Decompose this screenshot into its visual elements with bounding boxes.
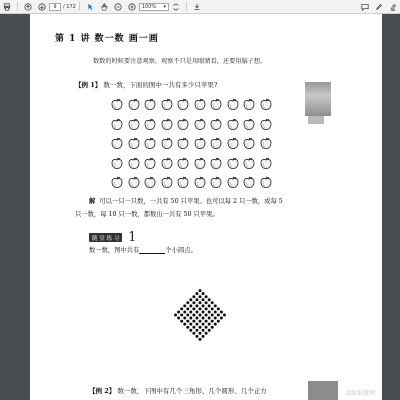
apple-icon (144, 135, 156, 148)
dot (202, 304, 205, 307)
dot (192, 314, 195, 317)
dot (180, 314, 183, 317)
dot (177, 317, 180, 320)
dot (199, 326, 202, 329)
apple-icon (161, 135, 173, 148)
toolbar-divider (186, 2, 187, 11)
dot (174, 314, 177, 317)
blurred-qr-image (305, 82, 331, 116)
dot (189, 323, 192, 326)
dot (199, 338, 202, 341)
apple-icon (177, 174, 189, 187)
dot (195, 310, 198, 313)
apple-icon (161, 155, 173, 168)
dot (180, 320, 183, 323)
dot (195, 329, 198, 332)
zoom-in-icon[interactable] (127, 2, 137, 12)
dot (202, 323, 205, 326)
dot (189, 329, 192, 332)
apple-icon (194, 116, 206, 129)
dot (205, 301, 208, 304)
solution-line-1 (89, 196, 283, 205)
dot (211, 301, 214, 304)
dot (180, 307, 183, 310)
apple-icon (177, 155, 189, 168)
apple-icon (260, 116, 272, 129)
dot (192, 332, 195, 335)
apple-icon (111, 116, 123, 129)
dot (195, 298, 198, 301)
dot (208, 310, 211, 313)
zoom-select[interactable] (139, 3, 169, 11)
dot (208, 304, 211, 307)
dot (211, 314, 214, 317)
dot (183, 304, 186, 307)
dot (183, 317, 186, 320)
dot (214, 310, 217, 313)
pen-icon[interactable] (374, 2, 384, 12)
dot (211, 307, 214, 310)
apple-icon (260, 174, 272, 187)
practice-number: 1 (128, 230, 137, 245)
blurred-qr-image-bottom (308, 381, 338, 400)
practice-question-before: 数一数，图中共有 (89, 247, 140, 254)
page-down-icon[interactable] (37, 2, 47, 12)
apple-icon (128, 135, 140, 148)
example-1 (75, 80, 217, 89)
apple-icon (161, 174, 173, 187)
example-2-question: 数一数，下图中有几个三角形、几个圆形、几个正方 (117, 387, 267, 395)
dot (217, 320, 220, 323)
dot (205, 307, 208, 310)
apple-icon (161, 96, 173, 109)
dot (189, 298, 192, 301)
example-2-label: 【例 2】 (89, 387, 116, 395)
dot (186, 301, 189, 304)
dot (199, 295, 202, 298)
dot (202, 317, 205, 320)
dot (183, 323, 186, 326)
apple-icon (260, 96, 272, 109)
dot (205, 314, 208, 317)
apple-icon (144, 174, 156, 187)
practice-header (89, 230, 137, 245)
dot (199, 320, 202, 323)
dot (177, 310, 180, 313)
example-1-question: 数一数，下面的图中一共有多少只苹果? (103, 81, 218, 89)
page-total: / 172 (63, 3, 76, 10)
dot (211, 326, 214, 329)
viewer-gutter-right[interactable] (382, 14, 400, 400)
apple-icon (243, 135, 255, 148)
print-icon[interactable] (2, 2, 12, 12)
blurred-qr-image-lower (308, 116, 324, 124)
dot (192, 301, 195, 304)
viewer-gutter-left (0, 14, 30, 400)
apple-icon (194, 135, 206, 148)
dot (205, 332, 208, 335)
dot (199, 314, 202, 317)
page-number-input[interactable] (49, 3, 61, 11)
apple-icon (144, 116, 156, 129)
dot (205, 326, 208, 329)
dot (189, 317, 192, 320)
apple-icon (111, 174, 123, 187)
apple-icon (243, 116, 255, 129)
apple-icon (177, 116, 189, 129)
apple-icon (161, 116, 173, 129)
apple-icon (128, 174, 140, 187)
dot (199, 289, 202, 292)
apple-icon (111, 135, 123, 148)
dot (214, 323, 217, 326)
apple-icon (260, 155, 272, 168)
watermark: 金鲸识微网 (345, 390, 376, 397)
dot (186, 320, 189, 323)
dot (192, 295, 195, 298)
solution-label: 解 (89, 198, 96, 205)
dot (192, 307, 195, 310)
dot (202, 310, 205, 313)
dot (195, 323, 198, 326)
dot (192, 320, 195, 323)
dot (199, 332, 202, 335)
zoom-value: 100% (141, 3, 157, 10)
dot (195, 304, 198, 307)
apple-icon (227, 96, 239, 109)
download-icon[interactable] (192, 2, 202, 12)
dot (214, 304, 217, 307)
apple-icon (194, 155, 206, 168)
dot (183, 310, 186, 313)
dot-diamond (147, 262, 253, 368)
chevron-down-icon: ▾ (163, 3, 166, 10)
apple-icon (243, 174, 255, 187)
dot (208, 298, 211, 301)
example-2 (89, 386, 267, 395)
hand-icon[interactable] (99, 2, 109, 12)
dot (186, 326, 189, 329)
zoom-out-icon[interactable] (113, 2, 123, 12)
dot (211, 320, 214, 323)
dot (208, 323, 211, 326)
apple-icon (227, 116, 239, 129)
apple-icon (194, 96, 206, 109)
dot (208, 317, 211, 320)
toolbar-divider (17, 2, 18, 11)
dot (202, 298, 205, 301)
practice-badge: 随 堂 练 习 (89, 233, 122, 242)
apple-icon (111, 155, 123, 168)
dot (208, 329, 211, 332)
apple-icon (227, 135, 239, 148)
apple-icon (227, 155, 239, 168)
dot (205, 295, 208, 298)
comment-icon[interactable] (360, 2, 370, 12)
practice-question (89, 245, 197, 254)
apple-icon (210, 116, 222, 129)
apple-icon (144, 96, 156, 109)
dot (202, 292, 205, 295)
dot (195, 292, 198, 295)
solution-text-1: 可以一只一只数，一共有 50 只苹果。也可以每 2 只一数，或每 5 (99, 198, 283, 205)
solution-line-2: 只一数，每 10 只一数，都数出一共有 50 只苹果。 (75, 211, 219, 218)
pdf-toolbar (0, 0, 400, 14)
dot (199, 301, 202, 304)
apple-icon (128, 155, 140, 168)
example-1-label: 【例 1】 (75, 81, 102, 89)
apple-icon (177, 96, 189, 109)
apple-icon (144, 155, 156, 168)
page-up-icon[interactable] (23, 2, 33, 12)
apple-icon (111, 96, 123, 109)
dot (217, 314, 220, 317)
dot (189, 304, 192, 307)
apple-icon (243, 155, 255, 168)
apple-icon (210, 174, 222, 187)
dot (202, 335, 205, 338)
dot (217, 307, 220, 310)
apple-icon (210, 135, 222, 148)
dot (186, 307, 189, 310)
dot (192, 326, 195, 329)
highlight-icon[interactable] (388, 2, 398, 12)
apple-icon (260, 135, 272, 148)
apple-icon (177, 135, 189, 148)
answer-blank (139, 247, 165, 254)
apple-icon (128, 116, 140, 129)
toolbar-divider (79, 2, 80, 11)
fit-page-icon[interactable] (171, 2, 181, 12)
pointer-icon[interactable] (85, 2, 95, 12)
apple-icon (210, 96, 222, 109)
dot (186, 314, 189, 317)
dot (220, 310, 223, 313)
apple-icon (210, 155, 222, 168)
dot (220, 317, 223, 320)
apple-icon (128, 96, 140, 109)
apple-icon (227, 174, 239, 187)
dot (195, 335, 198, 338)
intro-text: 数数的时候要注意观察，观察不只是用眼睛看，还要用脑子想。 (93, 58, 267, 65)
dot (214, 317, 217, 320)
dot (189, 310, 192, 313)
practice-question-after: 个小圆点。 (165, 247, 197, 254)
dot (205, 320, 208, 323)
dot (223, 314, 226, 317)
dot (199, 307, 202, 310)
page-title: 第 1 讲 数一数 画一画 (55, 34, 159, 44)
apple-icon (243, 96, 255, 109)
apple-icon (194, 174, 206, 187)
dot (202, 329, 205, 332)
page-current: 9 (53, 3, 57, 10)
dot (195, 317, 198, 320)
